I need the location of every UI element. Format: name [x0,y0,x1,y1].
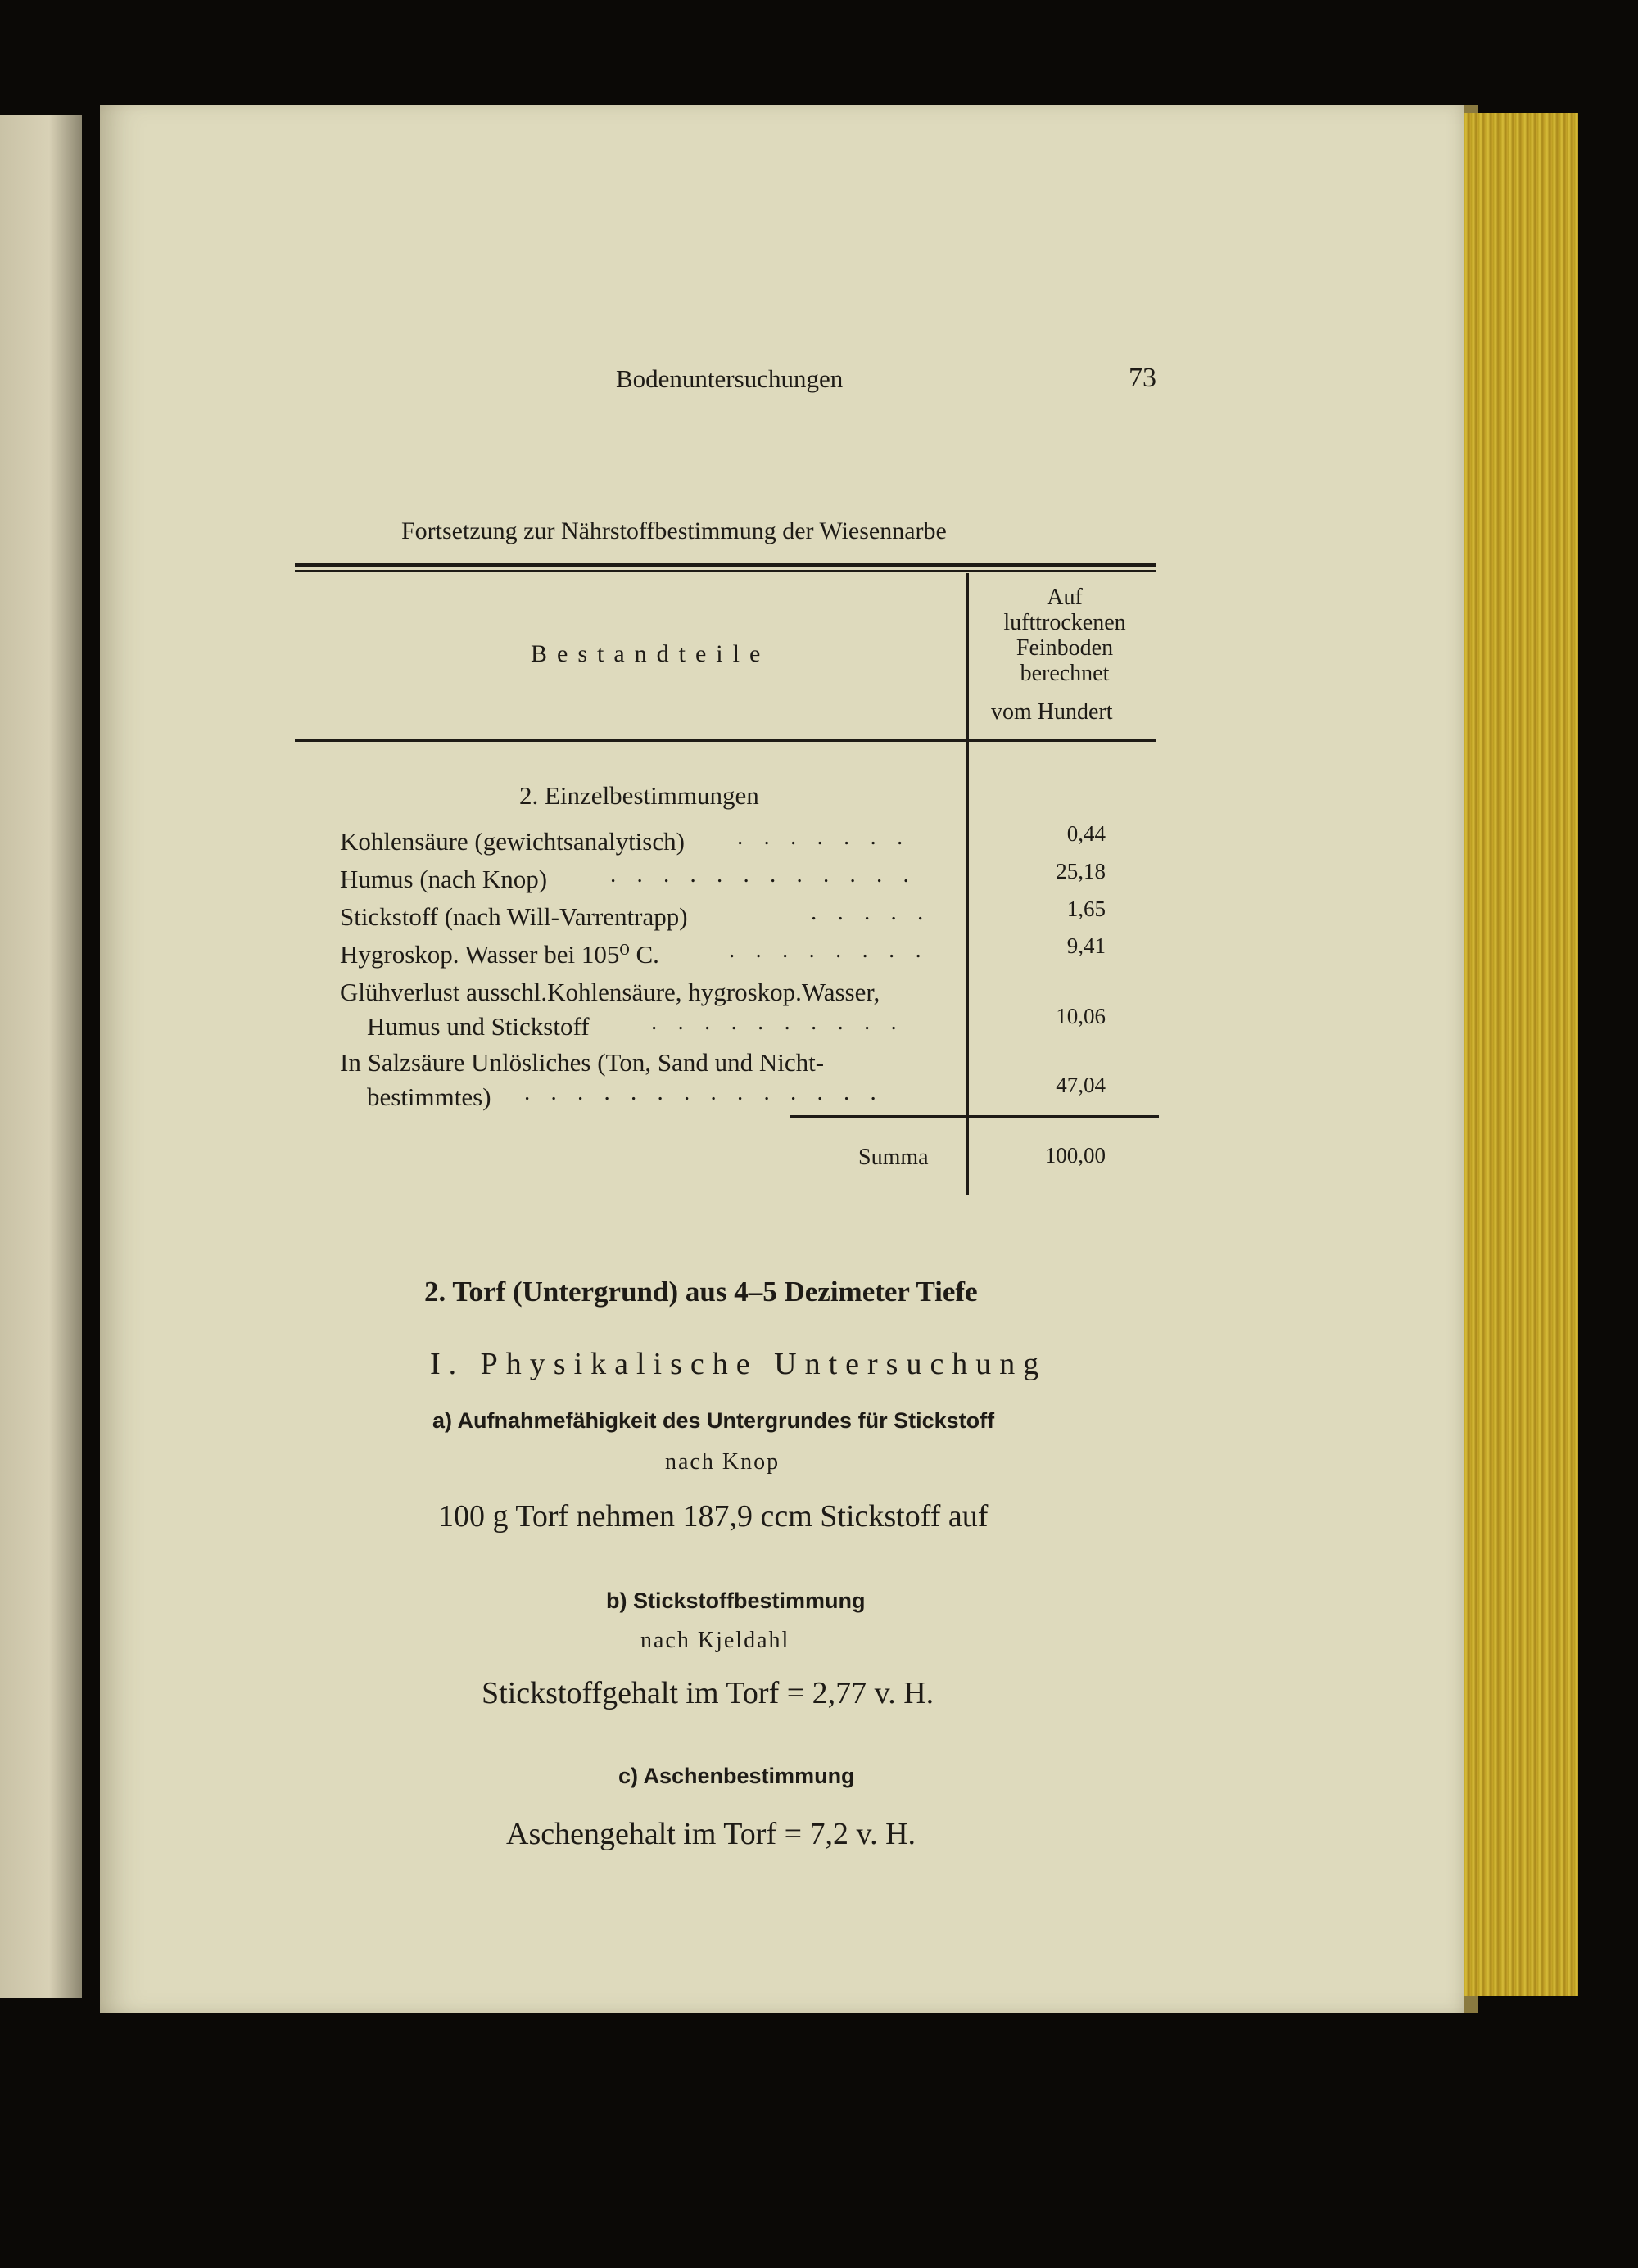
row-label-continued: bestimmtes) [367,1082,491,1111]
row-label: Kohlensäure (gewichtsanalytisch) [340,827,685,856]
sum-value: 100,00 [1044,1143,1106,1168]
row-value: 25,18 [1056,859,1106,883]
row-label: Glühverlust ausschl.Kohlensäure, hygroskop.Wasser, [340,978,880,1006]
row-value: 1,65 [1066,897,1106,921]
sum-rule [790,1115,1159,1118]
col-header-line-3: Feinboden [1016,635,1114,661]
row-value: 9,41 [1066,933,1106,958]
left-page-edge [0,115,82,1998]
table-top-rule-thin [295,570,1156,572]
col-header-line-1: Auf [1047,585,1083,610]
row-label: Humus (nach Knop) [340,865,548,893]
subsection-b-title: b) Stickstoffbestimmung [606,1588,866,1613]
row-value: 10,06 [1056,1004,1106,1028]
row-leader-dots: . . . . . . . [737,824,911,850]
subsection-a-title: a) Aufnahmefähigkeit des Untergrundes für Stickstoff [432,1408,995,1433]
page-number: 73 [1129,363,1156,393]
row-leader-dots: . . . . . . . . . . [651,1009,904,1035]
row-leader-dots: . . . . . . . . . . . . [610,861,916,888]
subsection-c-result: Aschengehalt im Torf = 7,2 v. H. [506,1817,916,1851]
subsection-a-result: 100 g Torf nehmen 187,9 ccm Stickstoff auf [438,1499,989,1534]
row-value: 0,44 [1066,821,1106,846]
sum-label: Summa [858,1145,929,1170]
running-header-title: Bodenuntersuchungen [616,364,844,393]
table-header-rule [295,739,1156,742]
col-header-auf [971,585,1159,686]
col-header-bestandteile: Bestandteile [531,640,771,667]
section-2-title: 2. Torf (Untergrund) aus 4–5 Dezimeter Tiefe [424,1276,978,1308]
section-label: 2. Einzelbestimmungen [519,781,759,810]
row-label: Hygroskop. Wasser bei 105⁰ C. [340,940,659,969]
table-top-rule [295,563,1156,567]
col-header-unit: vom Hundert [991,699,1113,725]
subsection-b-method: nach Kjeldahl [640,1628,790,1653]
subsection-c-title: c) Aschenbestimmung [618,1764,855,1788]
row-label: In Salzsäure Unlösliches (Ton, Sand und Nicht- [340,1048,825,1077]
table-caption: Fortsetzung zur Nährstoffbestimmung der Wiesennarbe [401,517,947,544]
row-value: 47,04 [1056,1073,1106,1097]
col-header-line-2: lufttrockenen [1003,610,1126,635]
subsection-a-method: nach Knop [665,1449,781,1475]
table-column-divider [966,573,969,1195]
col-header-line-4: berechnet [1020,661,1110,686]
subsection-b-result: Stickstoffgehalt im Torf = 2,77 v. H. [482,1676,934,1710]
row-leader-dots: . . . . . [811,899,931,925]
row-leader-dots: . . . . . . . . [729,937,929,963]
row-label: Stickstoff (nach Will-Varrentrapp) [340,902,688,931]
gilded-page-edges [1464,113,1578,1996]
row-label-continued: Humus und Stickstoff [367,1012,590,1041]
row-leader-dots: . . . . . . . . . . . . . . [524,1079,884,1105]
section-2-subtitle: I. Physikalische Untersuchung [430,1347,1048,1381]
